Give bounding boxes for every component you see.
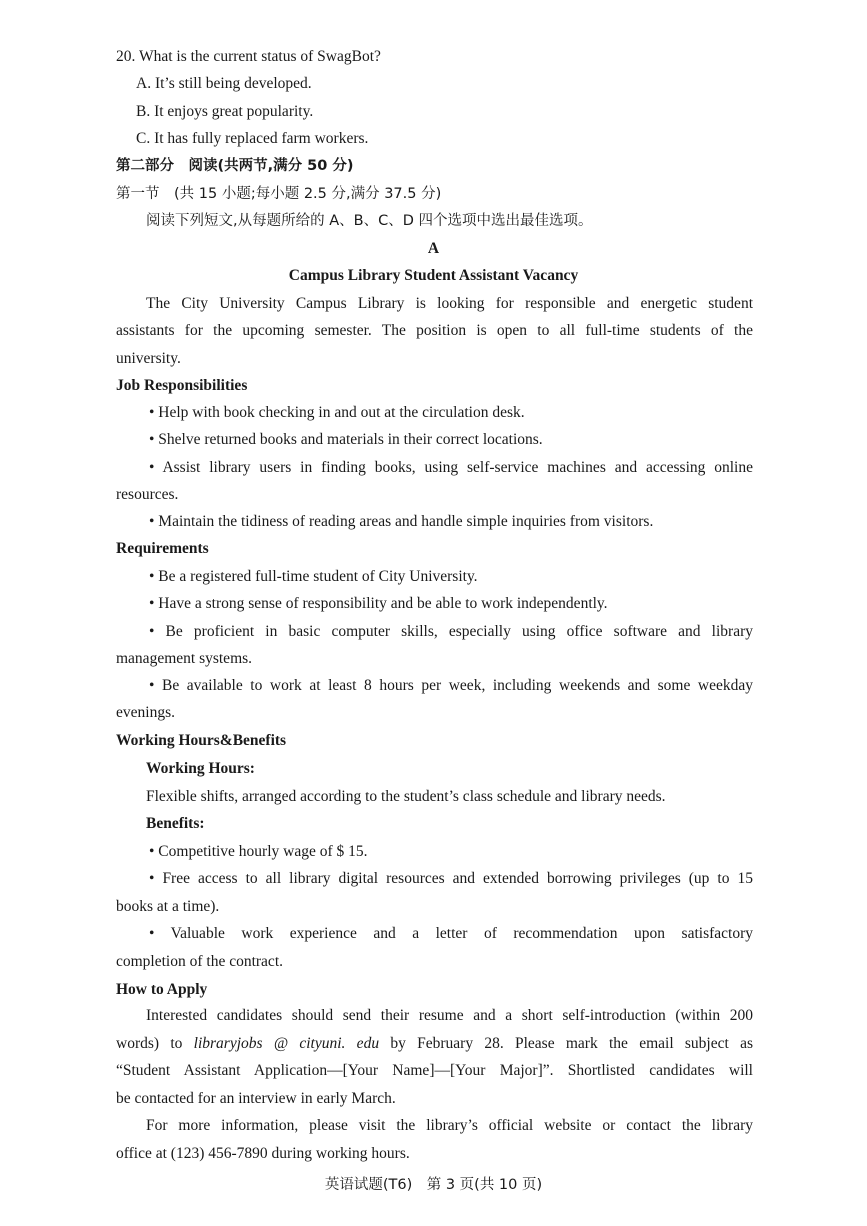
how-to-apply-heading: How to Apply bbox=[116, 981, 208, 998]
part2-title: 第二部分 阅读(共两节,满分 50 分) bbox=[116, 158, 354, 174]
job-item-3-cont: resources. bbox=[116, 486, 179, 503]
question-20-stem: 20. What is the current status of SwagBot? bbox=[116, 48, 381, 65]
req-item-4-cont: evenings. bbox=[116, 704, 175, 721]
benefits-subheading: Benefits: bbox=[146, 815, 205, 832]
apply-line-2: words) to libraryjobs @ cityuni. edu by February 28. Please mark the email subject as bbox=[116, 1035, 753, 1052]
benefit-item-3: • Valuable work experience and a letter of recommendation upon satisfactory bbox=[149, 925, 753, 942]
intro-line-2: assistants for the upcoming semester. The position is open to all full-time students of the bbox=[116, 322, 753, 339]
apply-email: libraryjobs @ cityuni. edu bbox=[193, 1035, 380, 1052]
job-item-4: • Maintain the tidiness of reading areas and handle simple inquiries from visitors. bbox=[149, 513, 654, 530]
apply-line-6: office at (123) 456-7890 during working hours. bbox=[116, 1145, 410, 1162]
question-20-option-b: B. It enjoys great popularity. bbox=[136, 103, 314, 120]
passage-title: Campus Library Student Assistant Vacancy bbox=[288, 267, 579, 284]
hours-benefits-heading: Working Hours&Benefits bbox=[116, 732, 287, 749]
apply-line-1: Interested candidates should send their resume and a short self-introduction (within 200 bbox=[146, 1007, 753, 1024]
intro-line-1: The City University Campus Library is looking for responsible and energetic student bbox=[146, 295, 753, 312]
benefit-item-3-cont: completion of the contract. bbox=[116, 953, 283, 970]
req-item-2: • Have a strong sense of responsibility and be able to work independently. bbox=[149, 595, 608, 612]
req-item-4: • Be available to work at least 8 hours per week, including weekends and some weekday bbox=[149, 677, 753, 694]
question-20-option-a: A. It’s still being developed. bbox=[136, 75, 312, 92]
passage-letter: A bbox=[427, 240, 440, 257]
reading-instruction: 阅读下列短文,从每题所给的 A、B、C、D 四个选项中选出最佳选项。 bbox=[146, 213, 593, 229]
req-item-3-cont: management systems. bbox=[116, 650, 253, 667]
requirements-heading: Requirements bbox=[116, 540, 209, 557]
benefit-item-2-cont: books at a time). bbox=[116, 898, 220, 915]
page-footer: 英语试题(T6) 第 3 页(共 10 页) bbox=[324, 1177, 543, 1193]
req-item-3: • Be proficient in basic computer skills, especially using office software and library bbox=[149, 623, 753, 640]
working-hours-subheading: Working Hours: bbox=[146, 760, 255, 777]
apply-line-5: For more information, please visit the library’s official website or contact the library bbox=[146, 1117, 753, 1134]
apply-line-4: be contacted for an interview in early March. bbox=[116, 1090, 396, 1107]
apply-line-3: “Student Assistant Application—[Your Name]—[Your Major]”. Shortlisted candidates will bbox=[116, 1062, 753, 1079]
working-hours-text: Flexible shifts, arranged according to the student’s class schedule and library needs. bbox=[146, 788, 666, 805]
intro-line-3: university. bbox=[116, 350, 181, 367]
benefit-item-2: • Free access to all library digital resources and extended borrowing privileges (up to 15 bbox=[149, 870, 753, 887]
section1-title: 第一节 (共 15 小题;每小题 2.5 分,满分 37.5 分) bbox=[116, 186, 442, 202]
question-20-option-c: C. It has fully replaced farm workers. bbox=[136, 130, 369, 147]
job-item-2: • Shelve returned books and materials in their correct locations. bbox=[149, 431, 543, 448]
job-item-3: • Assist library users in finding books, using self-service machines and accessing online bbox=[149, 459, 753, 476]
req-item-1: • Be a registered full-time student of City University. bbox=[149, 568, 478, 585]
job-responsibilities-heading: Job Responsibilities bbox=[116, 377, 248, 394]
benefit-item-1: • Competitive hourly wage of $ 15. bbox=[149, 843, 368, 860]
job-item-1: • Help with book checking in and out at the circulation desk. bbox=[149, 404, 525, 421]
